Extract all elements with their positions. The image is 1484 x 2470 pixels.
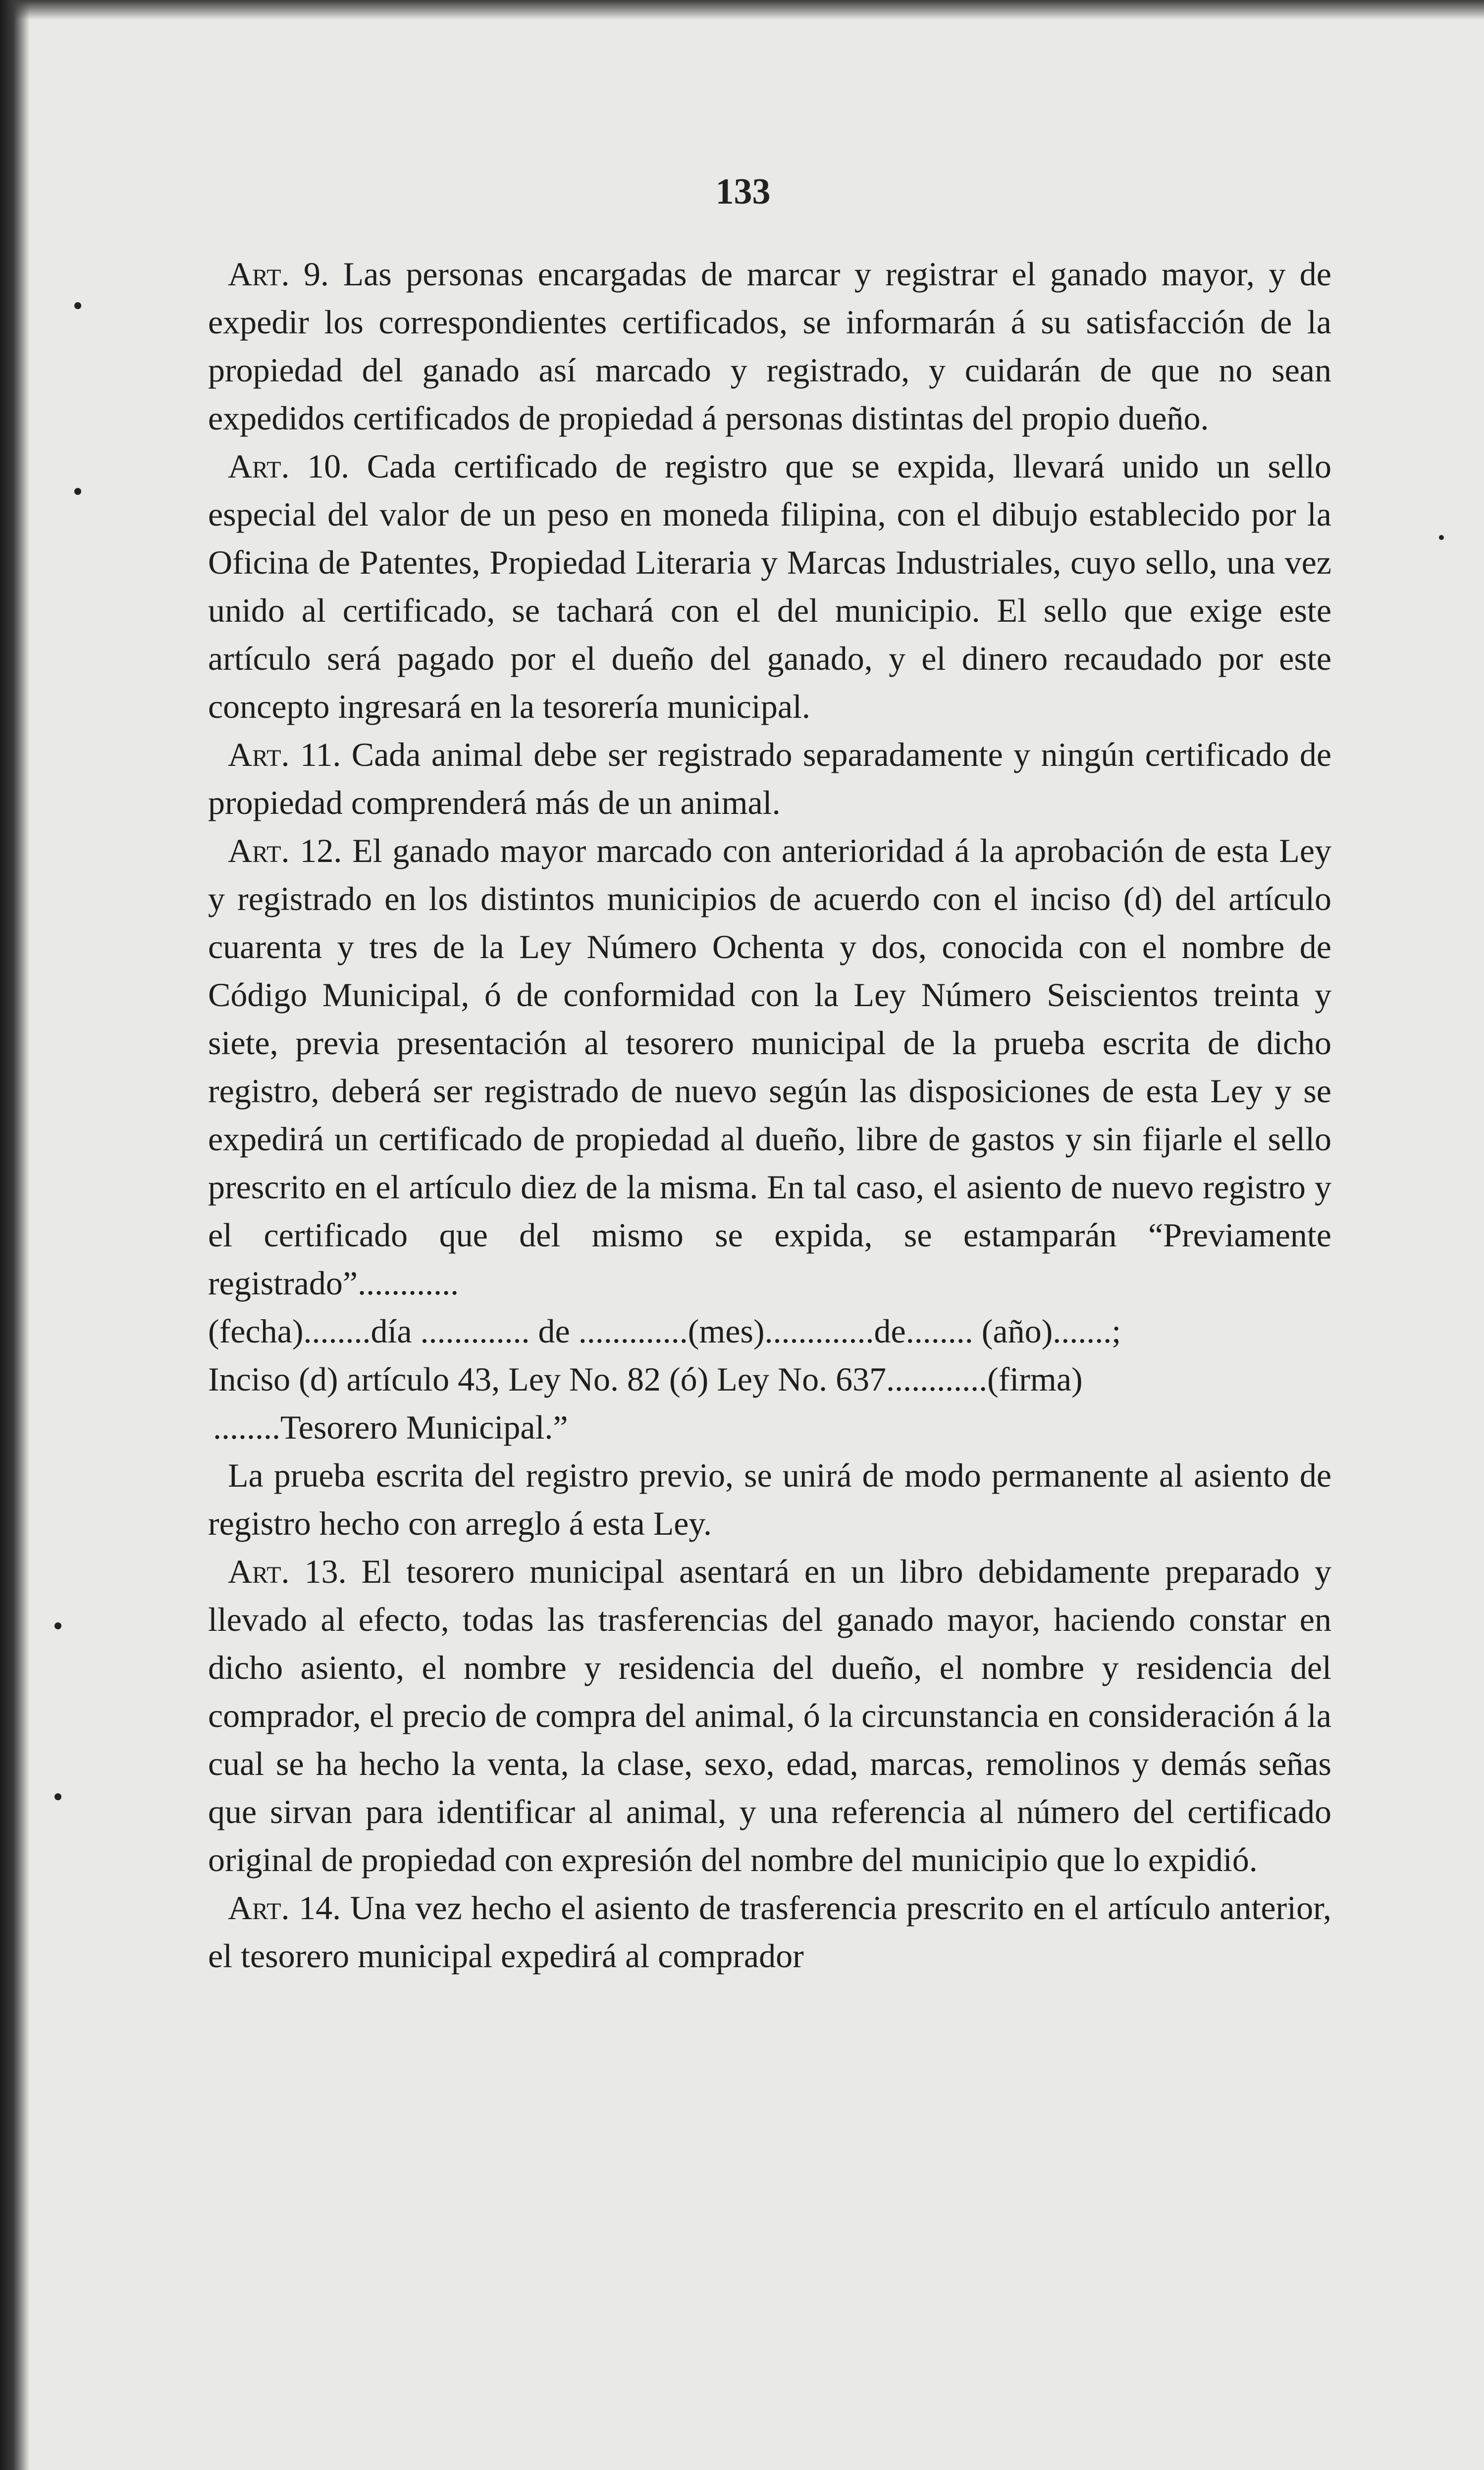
page-top-shadow — [0, 0, 1484, 20]
margin-mark — [54, 1793, 61, 1800]
article-12 — [208, 827, 1331, 1307]
page-number: 133 — [715, 171, 771, 212]
article-label: Art. 14. — [228, 1889, 341, 1927]
article-9 — [208, 250, 1331, 442]
paragraph-prueba: La prueba escrita del registro previo, se unirá de modo permanente al asiento de registro hecho con arreglo á esta Ley. — [208, 1456, 1331, 1542]
article-label: Art. 10. — [228, 447, 350, 485]
article-text: Una vez hecho el asiento de trasferencia prescrito en el artículo anterior, el tesorero municipal expedirá al comprador — [208, 1889, 1331, 1975]
formula-line-date: (fecha)........día ............. de .............(mes).............de........ (año).......; — [208, 1312, 1121, 1350]
margin-mark — [54, 1622, 61, 1629]
article-11 — [208, 731, 1331, 827]
margin-mark — [74, 488, 81, 495]
article-text: El ganado mayor marcado con anterioridad á la aprobación de esta Ley y registrado en los distintos municipios de acuerdo con el inciso (d) del artículo cuarenta y tres de la Ley Número Ochenta y dos, conocida con el nombre de Código Municipal, ó de conformidad con la Ley Número Seiscientos treinta y siete, previa presentación al tesorero municipal de la prueba escrita de dicho registro, deberá ser registrado de nuevo según las disposiciones de esta Ley y se expedirá un certificado de propiedad al dueño, libre de gastos y sin fijarle el sello prescrito en el artículo diez de la misma. En tal caso, el asiento de nuevo registro y el certificado que del mismo se expida, se estamparán “Previamente registrado”............ — [208, 832, 1332, 1302]
article-label: Art. 13. — [228, 1553, 347, 1590]
article-text: El tesorero municipal asentará en un libro debidamente preparado y llevado al efecto, todas las trasferencias del ganado mayor, haciendo constar en dicho asiento, el nombre y residencia del dueño, el nombre y residencia del comprador, el precio de compra del animal, ó la circunstancia en consideración á la cual se ha hecho la venta, la clase, sexo, edad, marcas, remolinos y demás señas que sirvan para identificar al animal, y una referencia al número del certificado original de propiedad con expresión del nombre del municipio que lo expidió. — [208, 1553, 1331, 1879]
article-text: Cada certificado de registro que se expida, llevará unido un sello especial del valor de un peso en moneda filipina, con el dibujo establecido por la Oficina de Patentes, Propiedad Literaria y Marcas Industriales, cuyo sello, una vez unido al certificado, se tachará con el del municipio. El sello que exige este artículo será pagado por el dueño del ganado, y el dinero recaudado por este concepto ingresará en la tesorería municipal. — [208, 447, 1331, 725]
margin-mark — [1439, 535, 1444, 540]
article-label: Art. 9. — [228, 255, 329, 293]
article-label: Art. 12. — [228, 832, 342, 869]
margin-mark — [74, 302, 81, 309]
article-label: Art. 11. — [228, 736, 341, 773]
formula-signoff: ........Tesorero Municipal.” — [213, 1408, 568, 1446]
article-text: Cada animal debe ser registrado separadamente y ningún certificado de propiedad comprenderá más de un animal. — [208, 736, 1332, 821]
article-14 — [208, 1884, 1331, 1980]
article-text: Las personas encargadas de marcar y registrar el ganado mayor, y de expedir los correspondientes certificados, se informarán á su satisfacción de la propiedad del ganado así marcado y registrado, y cuidarán de que no sean expedidos certificados de propiedad á personas distintas del propio dueño. — [208, 255, 1331, 437]
book-spine-shadow — [0, 0, 30, 2470]
formula-line-reference: Inciso (d) artículo 43, Ley No. 82 (ó) Ley No. 637............(firma) — [208, 1360, 1083, 1398]
article-text-body — [208, 250, 1331, 1980]
article-13 — [208, 1548, 1331, 1884]
article-10 — [208, 442, 1331, 731]
